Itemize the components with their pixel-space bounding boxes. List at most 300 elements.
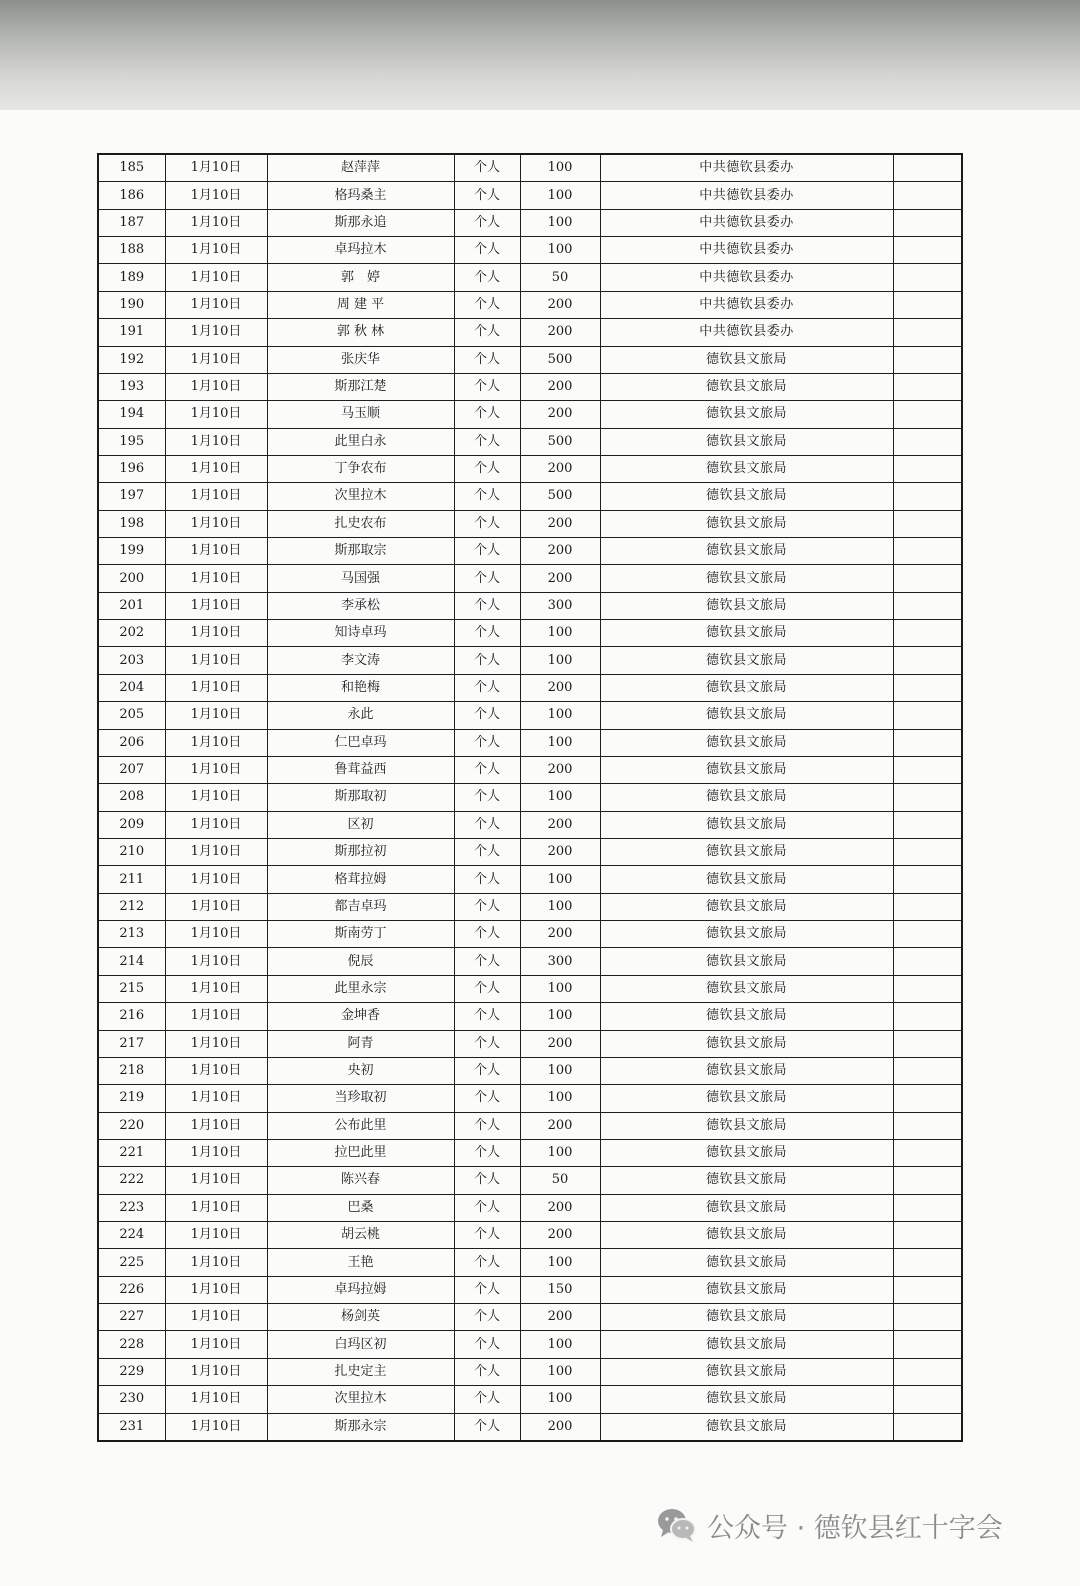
- donation-amount: 200: [520, 1030, 600, 1057]
- remark-cell: [893, 346, 962, 373]
- donor-name: 此里白永: [267, 428, 454, 455]
- donor-type: 个人: [454, 1167, 520, 1194]
- donor-unit: 德钦县文旅局: [600, 1222, 893, 1249]
- remark-cell: [893, 893, 962, 920]
- table-row: [98, 346, 962, 373]
- donor-type: 个人: [454, 319, 520, 346]
- donor-unit: 德钦县文旅局: [600, 1386, 893, 1413]
- donor-type: 个人: [454, 428, 520, 455]
- donor-name: 次里拉木: [267, 1386, 454, 1413]
- remark-cell: [893, 209, 962, 236]
- donor-type: 个人: [454, 1331, 520, 1358]
- donor-name: 郭 婷: [267, 264, 454, 291]
- donor-name: 赵萍萍: [267, 154, 454, 182]
- donor-name: 李文涛: [267, 647, 454, 674]
- row-date: 1月10日: [165, 237, 267, 264]
- donor-unit: 德钦县文旅局: [600, 1194, 893, 1221]
- remark-cell: [893, 154, 962, 182]
- donor-name: 次里拉木: [267, 483, 454, 510]
- remark-cell: [893, 538, 962, 565]
- photo-background: [0, 0, 1080, 125]
- table-row: [98, 538, 962, 565]
- table-row: [98, 702, 962, 729]
- table-row: [98, 1276, 962, 1303]
- table-row: [98, 483, 962, 510]
- donor-unit: 德钦县文旅局: [600, 538, 893, 565]
- donor-type: 个人: [454, 538, 520, 565]
- row-date: 1月10日: [165, 1358, 267, 1385]
- table-row: [98, 401, 962, 428]
- row-number: 200: [98, 565, 165, 592]
- donor-type: 个人: [454, 647, 520, 674]
- row-date: 1月10日: [165, 1112, 267, 1139]
- donor-unit: 中共德钦县委办: [600, 291, 893, 318]
- remark-cell: [893, 1057, 962, 1084]
- donation-amount: 200: [520, 1304, 600, 1331]
- donation-amount: 100: [520, 1386, 600, 1413]
- donor-unit: 德钦县文旅局: [600, 674, 893, 701]
- donor-name: 杨剑英: [267, 1304, 454, 1331]
- row-number: 217: [98, 1030, 165, 1057]
- row-date: 1月10日: [165, 729, 267, 756]
- table-row: [98, 811, 962, 838]
- table-row: [98, 455, 962, 482]
- row-date: 1月10日: [165, 948, 267, 975]
- donor-name: 斯那取宗: [267, 538, 454, 565]
- donation-amount: 200: [520, 921, 600, 948]
- donor-unit: 德钦县文旅局: [600, 948, 893, 975]
- donor-type: 个人: [454, 756, 520, 783]
- donation-amount: 100: [520, 702, 600, 729]
- row-number: 199: [98, 538, 165, 565]
- table-row: [98, 1222, 962, 1249]
- donor-name: 巴桑: [267, 1194, 454, 1221]
- remark-cell: [893, 182, 962, 209]
- donor-unit: 中共德钦县委办: [600, 209, 893, 236]
- table-row: [98, 1085, 962, 1112]
- table-row: [98, 1167, 962, 1194]
- donation-amount: 200: [520, 510, 600, 537]
- donor-unit: 德钦县文旅局: [600, 1003, 893, 1030]
- row-number: 196: [98, 455, 165, 482]
- donor-unit: 中共德钦县委办: [600, 319, 893, 346]
- donor-name: 白玛区初: [267, 1331, 454, 1358]
- table-row: [98, 1057, 962, 1084]
- row-date: 1月10日: [165, 154, 267, 182]
- remark-cell: [893, 1304, 962, 1331]
- row-date: 1月10日: [165, 346, 267, 373]
- donor-name: 斯南劳丁: [267, 921, 454, 948]
- row-number: 216: [98, 1003, 165, 1030]
- table-row: [98, 510, 962, 537]
- remark-cell: [893, 428, 962, 455]
- remark-cell: [893, 1030, 962, 1057]
- row-number: 191: [98, 319, 165, 346]
- row-date: 1月10日: [165, 428, 267, 455]
- donor-type: 个人: [454, 1085, 520, 1112]
- row-number: 228: [98, 1331, 165, 1358]
- donor-name: 胡云桃: [267, 1222, 454, 1249]
- donation-amount: 100: [520, 1003, 600, 1030]
- donor-name: 格玛桑主: [267, 182, 454, 209]
- row-date: 1月10日: [165, 975, 267, 1002]
- donation-amount: 100: [520, 975, 600, 1002]
- donation-amount: 500: [520, 346, 600, 373]
- donor-unit: 德钦县文旅局: [600, 592, 893, 619]
- row-number: 212: [98, 893, 165, 920]
- row-date: 1月10日: [165, 1413, 267, 1441]
- donation-amount: 200: [520, 455, 600, 482]
- donation-amount: 200: [520, 674, 600, 701]
- donor-name: 斯那永宗: [267, 1413, 454, 1441]
- donor-type: 个人: [454, 1358, 520, 1385]
- donor-unit: 德钦县文旅局: [600, 401, 893, 428]
- donor-type: 个人: [454, 948, 520, 975]
- donor-type: 个人: [454, 1249, 520, 1276]
- donation-amount: 300: [520, 592, 600, 619]
- donation-amount: 200: [520, 811, 600, 838]
- donor-name: 王艳: [267, 1249, 454, 1276]
- row-date: 1月10日: [165, 866, 267, 893]
- remark-cell: [893, 1222, 962, 1249]
- donation-amount: 200: [520, 1413, 600, 1441]
- donor-type: 个人: [454, 921, 520, 948]
- donor-type: 个人: [454, 592, 520, 619]
- row-date: 1月10日: [165, 647, 267, 674]
- donor-unit: 德钦县文旅局: [600, 1413, 893, 1441]
- donor-type: 个人: [454, 1304, 520, 1331]
- donor-name: 斯那永追: [267, 209, 454, 236]
- donor-type: 个人: [454, 565, 520, 592]
- row-number: 225: [98, 1249, 165, 1276]
- row-date: 1月10日: [165, 674, 267, 701]
- donor-type: 个人: [454, 1413, 520, 1441]
- donor-type: 个人: [454, 1386, 520, 1413]
- remark-cell: [893, 401, 962, 428]
- donor-name: 此里永宗: [267, 975, 454, 1002]
- row-number: 187: [98, 209, 165, 236]
- row-number: 204: [98, 674, 165, 701]
- donor-name: 倪辰: [267, 948, 454, 975]
- donor-name: 仁巴卓玛: [267, 729, 454, 756]
- row-number: 208: [98, 784, 165, 811]
- row-date: 1月10日: [165, 182, 267, 209]
- row-date: 1月10日: [165, 1003, 267, 1030]
- remark-cell: [893, 921, 962, 948]
- table-body: [98, 154, 962, 1441]
- remark-cell: [893, 811, 962, 838]
- donor-type: 个人: [454, 182, 520, 209]
- donation-amount: 100: [520, 866, 600, 893]
- table-row: [98, 592, 962, 619]
- donor-type: 个人: [454, 893, 520, 920]
- table-row: [98, 373, 962, 400]
- table-row: [98, 784, 962, 811]
- donation-amount: 100: [520, 1085, 600, 1112]
- donor-unit: 德钦县文旅局: [600, 756, 893, 783]
- row-number: 194: [98, 401, 165, 428]
- remark-cell: [893, 1167, 962, 1194]
- donor-unit: 德钦县文旅局: [600, 483, 893, 510]
- remark-cell: [893, 319, 962, 346]
- donation-amount: 500: [520, 483, 600, 510]
- donor-unit: 德钦县文旅局: [600, 1167, 893, 1194]
- row-date: 1月10日: [165, 373, 267, 400]
- donor-name: 永此: [267, 702, 454, 729]
- row-number: 219: [98, 1085, 165, 1112]
- donor-unit: 德钦县文旅局: [600, 510, 893, 537]
- table-row: [98, 647, 962, 674]
- donor-type: 个人: [454, 729, 520, 756]
- donor-name: 公布此里: [267, 1112, 454, 1139]
- row-date: 1月10日: [165, 1331, 267, 1358]
- row-date: 1月10日: [165, 1386, 267, 1413]
- watermark-text: 公众号 · 德钦县红十字会: [707, 1512, 1003, 1544]
- row-number: 224: [98, 1222, 165, 1249]
- table-row: [98, 209, 962, 236]
- remark-cell: [893, 1003, 962, 1030]
- donor-unit: 德钦县文旅局: [600, 975, 893, 1002]
- remark-cell: [893, 975, 962, 1002]
- donor-unit: 德钦县文旅局: [600, 893, 893, 920]
- row-date: 1月10日: [165, 893, 267, 920]
- donation-amount: 150: [520, 1276, 600, 1303]
- row-date: 1月10日: [165, 620, 267, 647]
- row-number: 213: [98, 921, 165, 948]
- row-number: 203: [98, 647, 165, 674]
- remark-cell: [893, 483, 962, 510]
- row-date: 1月10日: [165, 291, 267, 318]
- row-date: 1月10日: [165, 838, 267, 865]
- donor-unit: 德钦县文旅局: [600, 921, 893, 948]
- table-row: [98, 1249, 962, 1276]
- donor-unit: 德钦县文旅局: [600, 428, 893, 455]
- remark-cell: [893, 592, 962, 619]
- donor-unit: 德钦县文旅局: [600, 729, 893, 756]
- table-row: [98, 319, 962, 346]
- donor-type: 个人: [454, 975, 520, 1002]
- donor-type: 个人: [454, 674, 520, 701]
- donor-name: 斯那江楚: [267, 373, 454, 400]
- donor-name: 周 建 平: [267, 291, 454, 318]
- donation-amount: 50: [520, 1167, 600, 1194]
- remark-cell: [893, 838, 962, 865]
- remark-cell: [893, 729, 962, 756]
- table-row: [98, 1139, 962, 1166]
- remark-cell: [893, 1194, 962, 1221]
- donor-name: 扎史定主: [267, 1358, 454, 1385]
- donor-name: 鲁茸益西: [267, 756, 454, 783]
- donation-amount: 200: [520, 401, 600, 428]
- donor-name: 金坤香: [267, 1003, 454, 1030]
- donation-amount: 500: [520, 428, 600, 455]
- remark-cell: [893, 565, 962, 592]
- donation-amount: 100: [520, 1331, 600, 1358]
- row-date: 1月10日: [165, 784, 267, 811]
- remark-cell: [893, 948, 962, 975]
- row-number: 226: [98, 1276, 165, 1303]
- table-row: [98, 866, 962, 893]
- donation-amount: 200: [520, 319, 600, 346]
- donation-amount: 100: [520, 237, 600, 264]
- donor-unit: 德钦县文旅局: [600, 1358, 893, 1385]
- row-date: 1月10日: [165, 510, 267, 537]
- donor-name: 卓玛拉木: [267, 237, 454, 264]
- row-number: 218: [98, 1057, 165, 1084]
- remark-cell: [893, 702, 962, 729]
- donation-amount: 300: [520, 948, 600, 975]
- donor-unit: 德钦县文旅局: [600, 1304, 893, 1331]
- donor-unit: 德钦县文旅局: [600, 1112, 893, 1139]
- donor-type: 个人: [454, 1030, 520, 1057]
- row-date: 1月10日: [165, 538, 267, 565]
- donor-type: 个人: [454, 1139, 520, 1166]
- donation-amount: 100: [520, 209, 600, 236]
- row-number: 201: [98, 592, 165, 619]
- donor-type: 个人: [454, 1057, 520, 1084]
- remark-cell: [893, 373, 962, 400]
- row-number: 210: [98, 838, 165, 865]
- row-number: 220: [98, 1112, 165, 1139]
- remark-cell: [893, 1249, 962, 1276]
- row-number: 230: [98, 1386, 165, 1413]
- row-date: 1月10日: [165, 1167, 267, 1194]
- table-row: [98, 1030, 962, 1057]
- donor-unit: 德钦县文旅局: [600, 647, 893, 674]
- table-row: [98, 620, 962, 647]
- row-date: 1月10日: [165, 1139, 267, 1166]
- donor-name: 当珍取初: [267, 1085, 454, 1112]
- table-row: [98, 674, 962, 701]
- donor-unit: 德钦县文旅局: [600, 1030, 893, 1057]
- donor-unit: 德钦县文旅局: [600, 1276, 893, 1303]
- remark-cell: [893, 674, 962, 701]
- row-date: 1月10日: [165, 319, 267, 346]
- wechat-icon: [655, 1505, 699, 1545]
- row-date: 1月10日: [165, 565, 267, 592]
- donor-type: 个人: [454, 483, 520, 510]
- donation-amount: 100: [520, 1358, 600, 1385]
- remark-cell: [893, 1276, 962, 1303]
- donor-type: 个人: [454, 620, 520, 647]
- donor-name: 扎史农布: [267, 510, 454, 537]
- donor-unit: 德钦县文旅局: [600, 1331, 893, 1358]
- donor-name: 区初: [267, 811, 454, 838]
- row-number: 231: [98, 1413, 165, 1441]
- remark-cell: [893, 264, 962, 291]
- table-row: [98, 1386, 962, 1413]
- row-number: 186: [98, 182, 165, 209]
- row-date: 1月10日: [165, 1249, 267, 1276]
- donor-name: 和艳梅: [267, 674, 454, 701]
- donation-amount: 100: [520, 154, 600, 182]
- row-number: 221: [98, 1139, 165, 1166]
- row-number: 222: [98, 1167, 165, 1194]
- table-row: [98, 1358, 962, 1385]
- donor-type: 个人: [454, 455, 520, 482]
- donation-table: [97, 153, 963, 1442]
- donation-amount: 200: [520, 1222, 600, 1249]
- remark-cell: [893, 1112, 962, 1139]
- donor-unit: 德钦县文旅局: [600, 1057, 893, 1084]
- table-row: [98, 1194, 962, 1221]
- remark-cell: [893, 1413, 962, 1441]
- row-date: 1月10日: [165, 592, 267, 619]
- donor-type: 个人: [454, 1276, 520, 1303]
- donor-type: 个人: [454, 264, 520, 291]
- donation-amount: 100: [520, 1057, 600, 1084]
- donor-unit: 德钦县文旅局: [600, 1249, 893, 1276]
- donor-name: 张庆华: [267, 346, 454, 373]
- donor-type: 个人: [454, 1194, 520, 1221]
- donor-name: 斯那拉初: [267, 838, 454, 865]
- remark-cell: [893, 620, 962, 647]
- donor-name: 斯那取初: [267, 784, 454, 811]
- donor-unit: 中共德钦县委办: [600, 237, 893, 264]
- donor-name: 陈兴春: [267, 1167, 454, 1194]
- donor-type: 个人: [454, 401, 520, 428]
- table-row: [98, 838, 962, 865]
- donor-type: 个人: [454, 373, 520, 400]
- row-number: 214: [98, 948, 165, 975]
- row-date: 1月10日: [165, 1276, 267, 1303]
- row-number: 188: [98, 237, 165, 264]
- row-date: 1月10日: [165, 455, 267, 482]
- row-number: 227: [98, 1304, 165, 1331]
- row-date: 1月10日: [165, 483, 267, 510]
- table-row: [98, 264, 962, 291]
- row-number: 198: [98, 510, 165, 537]
- row-number: 207: [98, 756, 165, 783]
- row-date: 1月10日: [165, 264, 267, 291]
- remark-cell: [893, 756, 962, 783]
- remark-cell: [893, 237, 962, 264]
- donor-unit: 德钦县文旅局: [600, 373, 893, 400]
- donation-amount: 100: [520, 893, 600, 920]
- table-row: [98, 1304, 962, 1331]
- remark-cell: [893, 1358, 962, 1385]
- table-row: [98, 756, 962, 783]
- donation-amount: 100: [520, 1249, 600, 1276]
- donation-amount: 200: [520, 538, 600, 565]
- donor-name: 卓玛拉姆: [267, 1276, 454, 1303]
- donor-name: 马玉顺: [267, 401, 454, 428]
- donor-type: 个人: [454, 291, 520, 318]
- donation-amount: 50: [520, 264, 600, 291]
- donor-type: 个人: [454, 346, 520, 373]
- row-date: 1月10日: [165, 1057, 267, 1084]
- donation-amount: 100: [520, 784, 600, 811]
- donation-amount: 200: [520, 838, 600, 865]
- donor-type: 个人: [454, 1003, 520, 1030]
- remark-cell: [893, 510, 962, 537]
- row-number: 206: [98, 729, 165, 756]
- remark-cell: [893, 1386, 962, 1413]
- donor-type: 个人: [454, 154, 520, 182]
- remark-cell: [893, 291, 962, 318]
- table-row: [98, 154, 962, 182]
- row-number: 193: [98, 373, 165, 400]
- row-number: 190: [98, 291, 165, 318]
- row-date: 1月10日: [165, 1194, 267, 1221]
- donor-name: 拉巴此里: [267, 1139, 454, 1166]
- donor-name: 丁争农布: [267, 455, 454, 482]
- donor-type: 个人: [454, 510, 520, 537]
- donor-name: 央初: [267, 1057, 454, 1084]
- watermark: [655, 1505, 1003, 1545]
- donor-unit: 德钦县文旅局: [600, 620, 893, 647]
- table-row: [98, 1331, 962, 1358]
